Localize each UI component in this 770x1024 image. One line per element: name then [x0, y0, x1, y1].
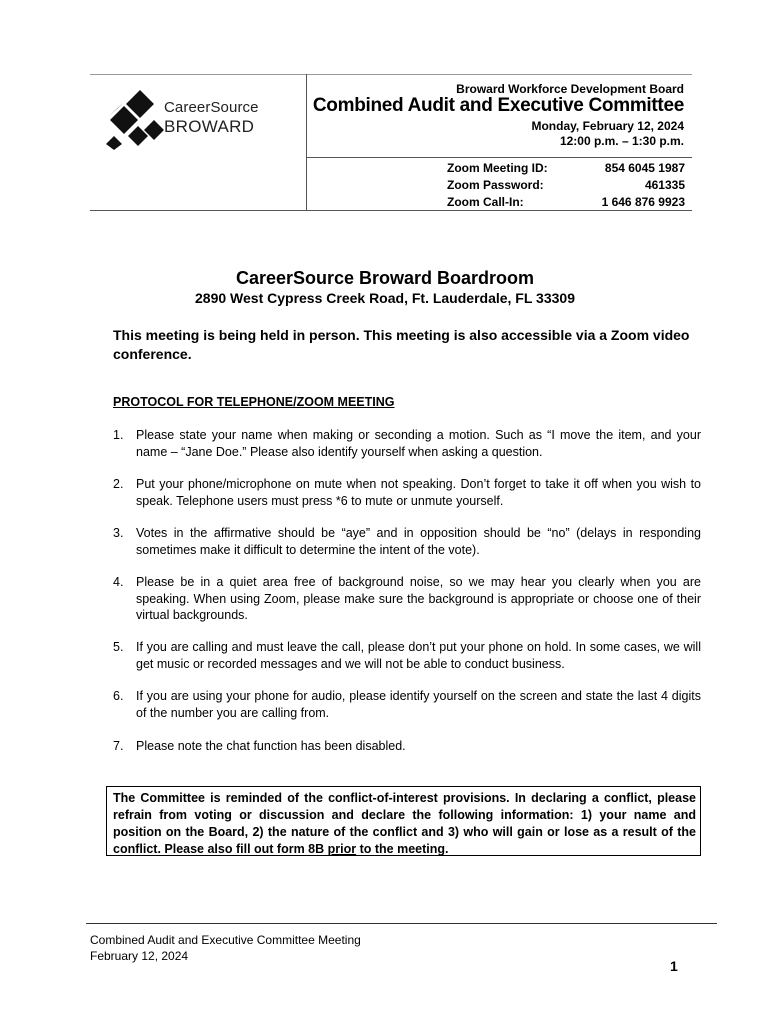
zoom-meeting-id-row	[447, 161, 685, 177]
zoom-password-row	[447, 178, 685, 194]
footer-date: February 12, 2024	[90, 949, 189, 963]
conflict-text: The Committee is reminded of the conflict-of-interest provisions. In declaring a conflict, please refrain from voting or discussion and declare the following information: 1) your name and position on the Board, 2) the nature of the conflict and 3) who will gain or lose as a result of the conflict. Please also fill out form 8B	[113, 791, 696, 856]
page-number: 1	[670, 958, 678, 974]
protocol-item-text: Please be in a quiet area free of background noise, so we may hear you clearly when you are speaking. When using Zoom, please make sure the background is appropriate or choose one of their virtual backgrounds.	[136, 575, 701, 622]
zoom-call-in-row	[447, 195, 685, 211]
venue-name: CareerSource Broward Boardroom	[235, 268, 535, 288]
venue-address: 2890 West Cypress Creek Road, Ft. Lauderdale, FL 33309	[195, 290, 575, 306]
footer-rule	[86, 923, 717, 924]
protocol-item-text: Please note the chat function has been disabled.	[136, 739, 406, 753]
protocol-item	[113, 476, 701, 509]
protocol-item	[113, 688, 701, 721]
footer-meeting-name: Combined Audit and Executive Committee Meeting	[90, 933, 361, 947]
protocol-item-text: Please state your name when making or seconding a motion. Such as “I move the item, and your name – “Jane Doe.” Please also identify yourself when asking a question.	[136, 428, 701, 459]
protocol-item	[113, 639, 701, 672]
protocol-item-text: Votes in the affirmative should be “aye” and in opposition should be “no” (delays in responding sometimes make it difficult to determine the intent of the vote).	[136, 526, 701, 557]
conflict-emphasis: prior	[327, 842, 357, 856]
protocol-heading: PROTOCOL FOR TELEPHONE/ZOOM MEETING	[113, 395, 395, 409]
protocol-item-text: If you are calling and must leave the call, please don’t put your phone on hold. In some cases, we will get music or recorded messages and we will not be able to conduct business.	[136, 640, 701, 671]
committee-title: Combined Audit and Executive Committee	[312, 95, 684, 116]
protocol-item-number: 5.	[113, 640, 124, 654]
header-mid-rule	[306, 157, 692, 158]
meeting-time: 12:00 p.m. – 1:30 p.m.	[559, 134, 684, 148]
conflict-of-interest-notice	[106, 786, 701, 856]
protocol-item	[113, 738, 701, 755]
header-top-rule	[90, 74, 692, 75]
header-divider	[306, 74, 307, 210]
logo-wordmark-bottom: BROWARD	[164, 117, 255, 136]
conflict-text-end: to the meeting.	[356, 842, 449, 856]
zoom-call-in-label: Zoom Call-In:	[447, 195, 524, 209]
zoom-password-label: Zoom Password:	[447, 178, 544, 192]
protocol-item-number: 3.	[113, 526, 124, 540]
protocol-item-text: Put your phone/microphone on mute when not speaking. Don’t forget to take it off when you wish to speak. Telephone users must press *6 to mute or unmute yourself.	[136, 477, 701, 508]
protocol-item	[113, 574, 701, 624]
protocol-item-number: 2.	[113, 477, 124, 491]
logo-wordmark-top: CareerSource	[164, 99, 259, 116]
zoom-call-in-value: 1 646 876 9923	[601, 195, 685, 209]
protocol-item-number: 7.	[113, 739, 124, 753]
protocol-item-number: 4.	[113, 575, 124, 589]
meeting-notice: This meeting is being held in person. This meeting is also accessible via a Zoom video conference.	[113, 327, 690, 362]
zoom-meeting-id-label: Zoom Meeting ID:	[447, 161, 548, 175]
protocol-item-number: 6.	[113, 689, 124, 703]
zoom-meeting-id-value: 854 6045 1987	[604, 161, 685, 175]
protocol-item	[113, 525, 701, 558]
protocol-item-text: If you are using your phone for audio, please identify yourself on the screen and state the last 4 digits of the number you are calling from.	[136, 689, 701, 720]
logo-mark-icon	[106, 88, 166, 150]
protocol-item	[113, 427, 701, 460]
meeting-date: Monday, February 12, 2024	[531, 119, 684, 133]
zoom-password-value: 461335	[644, 178, 685, 192]
protocol-item-number: 1.	[113, 428, 124, 442]
organization-name: Broward Workforce Development Board	[456, 82, 684, 96]
